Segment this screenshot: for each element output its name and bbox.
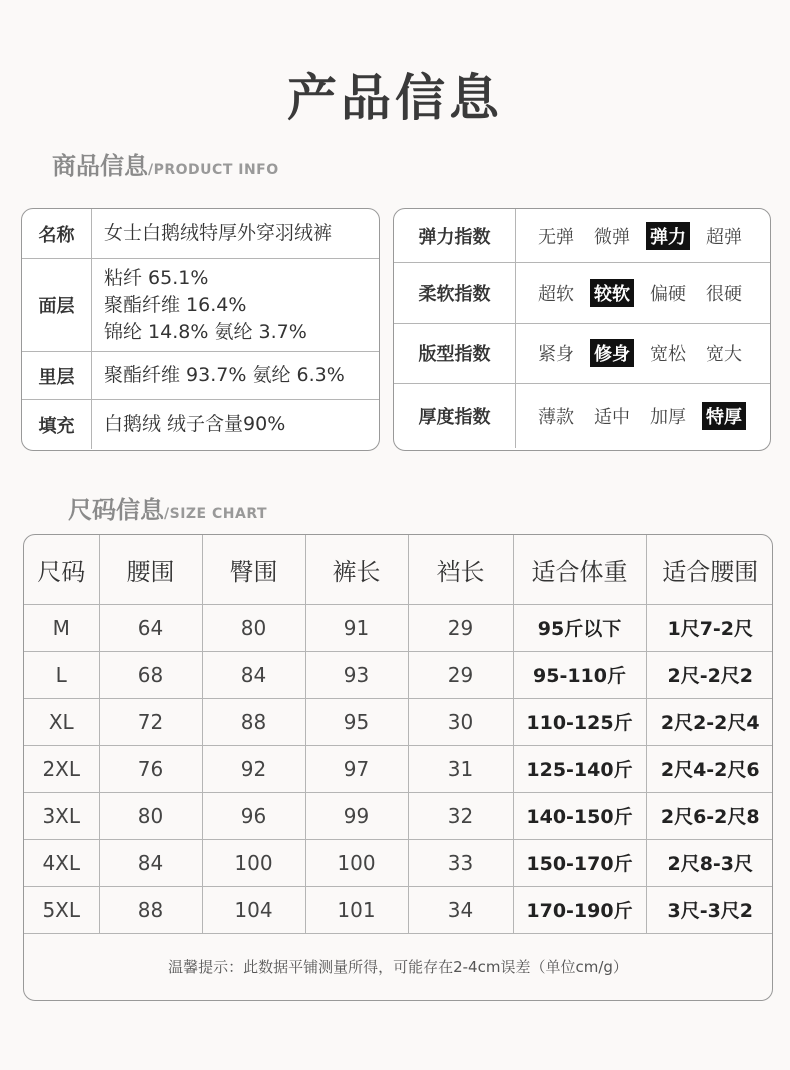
info-value-line: 锦纶 14.8% 氨纶 3.7% [104,320,307,343]
table-row [24,651,773,698]
size-table [24,535,773,934]
index-option: 超软 [538,283,574,305]
column-header: 腰围 [99,535,202,604]
index-options [516,263,770,323]
column-header: 裆长 [408,535,513,604]
table-row [24,698,773,745]
table-cell: 100 [202,839,305,886]
table-cell: 2尺8-3尺 [646,839,773,886]
index-option: 偏硬 [650,283,686,305]
table-cell: 2尺2-2尺4 [646,698,773,745]
table-cell: 80 [202,604,305,651]
size-chart-table [23,534,773,1001]
table-cell: 4XL [24,839,99,886]
index-option-selected: 较软 [590,279,634,307]
table-cell: 95斤以下 [513,604,646,651]
index-option: 无弹 [538,226,574,248]
table-cell: 99 [305,792,408,839]
index-option: 很硬 [706,283,742,305]
index-option: 宽大 [706,344,742,366]
table-cell: L [24,651,99,698]
table-cell: 32 [408,792,513,839]
index-option: 紧身 [538,344,574,366]
table-cell: 29 [408,604,513,651]
table-cell: 110-125斤 [513,698,646,745]
table-cell: 2尺6-2尺8 [646,792,773,839]
table-cell: 95 [305,698,408,745]
column-header: 臀围 [202,535,305,604]
column-header: 适合腰围 [646,535,773,604]
table-cell: XL [24,698,99,745]
table-cell: 92 [202,745,305,792]
page-title: 产品信息 [287,69,503,127]
info-row-name [22,209,379,259]
table-cell: 80 [99,792,202,839]
table-row [24,745,773,792]
table-cell: 96 [202,792,305,839]
table-cell: 5XL [24,886,99,933]
index-row-fit [394,324,770,385]
table-row [24,792,773,839]
info-row-filling [22,400,379,449]
column-header: 尺码 [24,535,99,604]
index-option: 薄款 [538,407,574,428]
index-table [393,208,771,451]
table-row [24,604,773,651]
size-chart-heading-zh: 尺码信息 [68,496,164,524]
column-header: 适合体重 [513,535,646,604]
table-cell: 34 [408,886,513,933]
size-chart-heading-en: /SIZE CHART [164,506,268,522]
index-option: 适中 [594,407,630,428]
table-cell: 1尺7-2尺 [646,604,773,651]
table-cell: 2XL [24,745,99,792]
table-cell: 3尺-3尺2 [646,886,773,933]
table-cell: 30 [408,698,513,745]
table-cell: 150-170斤 [513,839,646,886]
size-chart-heading [68,490,267,525]
table-cell: M [24,604,99,651]
index-row-softness [394,263,770,324]
table-cell: 93 [305,651,408,698]
table-cell: 72 [99,698,202,745]
info-value [92,209,379,258]
info-value-line: 聚酯纤维 16.4% [104,293,247,316]
table-cell: 97 [305,745,408,792]
measurement-note: 温馨提示：此数据平铺测量所得，可能存在2-4cm误差（单位cm/g） [168,958,628,976]
table-row [24,886,773,933]
table-cell: 170-190斤 [513,886,646,933]
info-label: 面层 [22,259,92,351]
column-header: 裤长 [305,535,408,604]
table-row [24,839,773,886]
info-value-line: 白鹅绒 绒子含量90% [104,413,286,435]
table-cell: 76 [99,745,202,792]
table-cell: 88 [202,698,305,745]
index-option: 微弹 [594,226,630,248]
table-cell: 33 [408,839,513,886]
table-cell: 91 [305,604,408,651]
product-info-table [21,208,380,451]
index-option-selected: 特厚 [702,402,746,430]
info-value [92,400,379,449]
info-value [92,259,379,351]
table-cell: 84 [202,651,305,698]
product-info-heading-en: /PRODUCT INFO [148,162,279,178]
table-cell: 3XL [24,792,99,839]
product-info-heading-zh: 商品信息 [52,152,148,180]
info-value [92,352,379,399]
info-row-lining [22,352,379,400]
index-option: 加厚 [650,407,686,428]
info-label: 里层 [22,352,92,399]
table-cell: 29 [408,651,513,698]
index-row-thickness [394,384,770,448]
info-row-outer [22,259,379,352]
info-value-line: 粘纤 65.1% [104,266,209,289]
index-option-selected: 修身 [590,339,634,367]
info-value-line: 聚酯纤维 93.7% 氨纶 6.3% [104,364,345,386]
index-label: 厚度指数 [394,384,516,448]
index-options [516,324,770,384]
index-row-elasticity [394,209,770,263]
info-label: 填充 [22,400,92,449]
table-cell: 68 [99,651,202,698]
info-value-line: 女士白鹅绒特厚外穿羽绒裤 [104,222,333,244]
table-cell: 2尺-2尺2 [646,651,773,698]
table-cell: 95-110斤 [513,651,646,698]
info-label: 名称 [22,209,92,258]
table-cell: 64 [99,604,202,651]
index-options [516,209,770,262]
size-header-row [24,535,773,604]
table-cell: 84 [99,839,202,886]
table-cell: 2尺4-2尺6 [646,745,773,792]
table-cell: 125-140斤 [513,745,646,792]
product-info-heading [52,146,279,181]
index-label: 版型指数 [394,324,516,384]
table-cell: 88 [99,886,202,933]
table-cell: 100 [305,839,408,886]
index-label: 柔软指数 [394,263,516,323]
index-options [516,384,770,448]
table-cell: 101 [305,886,408,933]
index-option: 宽松 [650,344,686,366]
index-option-selected: 弹力 [646,222,690,250]
table-cell: 104 [202,886,305,933]
index-option: 超弹 [706,226,742,248]
table-cell: 140-150斤 [513,792,646,839]
table-cell: 31 [408,745,513,792]
index-label: 弹力指数 [394,209,516,262]
